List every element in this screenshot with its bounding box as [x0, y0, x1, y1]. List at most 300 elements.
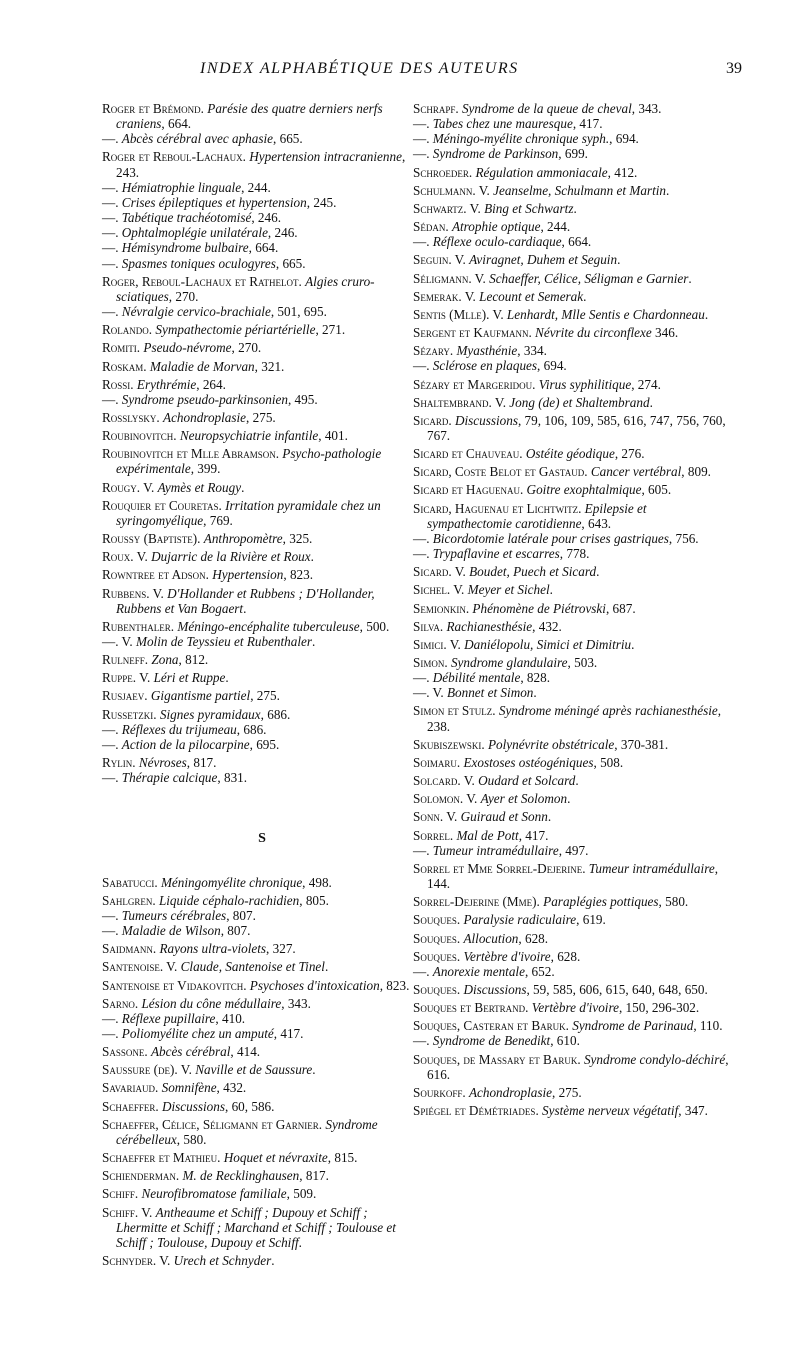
entry-author: Sicard.	[413, 564, 452, 580]
entry-title: Gigantisme partiel	[150, 688, 251, 704]
entry-author: Soimaru.	[413, 754, 461, 770]
entry-author: Roubinovitch.	[102, 428, 177, 444]
entry-title: Léri et Ruppe	[153, 670, 226, 686]
index-entry	[413, 601, 733, 616]
entry-pages: , 616.	[427, 1051, 729, 1082]
index-entry	[413, 755, 733, 770]
entry-connector: V.	[138, 1204, 156, 1220]
index-entry	[102, 959, 422, 974]
page-header	[100, 60, 742, 84]
index-entry	[413, 325, 733, 340]
entry-author: Santenoise et Vidakovitch.	[102, 977, 247, 993]
index-entry	[102, 149, 422, 179]
entry-pages: , 497.	[558, 842, 589, 858]
entry-title: Liquide céphalo-rachidien	[158, 892, 300, 908]
entry-title: Méningomyélite chronique	[160, 874, 303, 890]
entry-pages: 346.	[651, 325, 679, 341]
entry-author: —.	[413, 234, 430, 250]
index-entry	[413, 289, 733, 304]
entry-pages: , 508.	[593, 754, 624, 770]
entry-author: Sézary.	[413, 343, 454, 359]
entry-title: Poliomyélite chez un amputé	[121, 1025, 274, 1041]
entry-title: Tumeur intramédullaire	[432, 842, 559, 858]
entry-title: Allocution	[463, 930, 519, 946]
entry-author: —.	[413, 963, 430, 979]
entry-pages: , 687.	[605, 600, 636, 616]
index-entry	[413, 252, 733, 267]
entry-author: Souques et Bertrand.	[413, 1000, 529, 1016]
entry-author: Roger, Reboul-Lachaux et Rathelot.	[102, 273, 302, 289]
entry-title: Antheaume et Schiff ; Dupouy et Schiff ; Lhermitte et Schiff ; Marchand et Schiff ; Toulouse et Schiff ; Toulouse, Dupouy et Schiff	[116, 1204, 396, 1250]
entry-title: Oudard et Solcard	[478, 773, 576, 789]
index-entry	[413, 861, 733, 891]
entry-pages: , 245.	[306, 194, 337, 210]
entry-title: Névrite du circonflexe	[535, 325, 652, 341]
index-entry	[413, 1052, 733, 1082]
entry-pages: , 246.	[267, 225, 298, 241]
index-entry	[102, 923, 422, 938]
entry-pages: , 686.	[260, 706, 291, 722]
entry-author: Rossi.	[102, 376, 134, 392]
entry-connector: V.	[118, 634, 136, 649]
entry-pages: , 643.	[581, 515, 612, 531]
index-entry	[102, 225, 422, 240]
entry-author: —.	[102, 736, 119, 752]
entry-title: Syndrome de la queue de cheval	[461, 101, 632, 116]
entry-author: —.	[413, 116, 430, 132]
entry-title: Irritation pyramidale chez un syringomyélique	[116, 497, 381, 528]
index-entry	[102, 322, 422, 337]
entry-connector: V.	[451, 564, 470, 580]
entry-author: Sentis (Mlle).	[413, 306, 490, 322]
entry-pages: .	[688, 270, 692, 286]
entry-title: Bicordotomie latérale pour crises gastriques	[432, 530, 669, 546]
entry-pages: , 665.	[275, 255, 306, 271]
entry-title: Naville et de Saussure	[195, 1062, 313, 1078]
entry-connector: V.	[156, 1253, 174, 1268]
entry-author: Schaeffer.	[102, 1098, 159, 1114]
entry-pages: , 432.	[532, 618, 562, 634]
index-entry	[102, 1253, 422, 1268]
entry-pages: .	[312, 634, 316, 649]
entry-pages: , 699.	[558, 146, 588, 162]
index-entry	[102, 274, 422, 304]
entry-author: Saidmann.	[102, 941, 157, 957]
index-entry	[413, 564, 733, 579]
entry-connector: V.	[177, 1062, 196, 1078]
entry-title: D'Hollander et Rubbens ; D'Hollander, Rubbens et Van Bogaert	[116, 585, 375, 616]
entry-pages: , 417.	[572, 116, 603, 132]
index-entry	[413, 1085, 733, 1100]
entry-title: Spasmes toniques oculogyres	[121, 255, 276, 271]
entry-title: Discussions	[463, 981, 527, 997]
entry-author: Semerak.	[413, 288, 462, 304]
entry-pages: , 270.	[231, 340, 262, 356]
index-entry	[102, 377, 422, 392]
entry-title: Syndrome cérébelleux	[116, 1116, 378, 1147]
entry-pages: , 498.	[302, 874, 332, 890]
entry-pages: , 347.	[678, 1103, 708, 1119]
entry-pages: .	[704, 306, 709, 322]
entry-pages: , 778.	[559, 546, 590, 562]
entry-pages: , 343.	[281, 995, 311, 1011]
index-entry	[102, 875, 422, 890]
entry-author: Schaeffer et Mathieu.	[102, 1150, 221, 1166]
entry-author: Roskam.	[102, 358, 147, 374]
index-entry	[413, 828, 733, 843]
index-entry	[102, 670, 422, 685]
index-entry	[413, 307, 733, 322]
index-entry	[413, 146, 733, 161]
entry-pages: , 500.	[359, 618, 390, 634]
entry-pages: , 769.	[203, 512, 233, 528]
entry-title: Ostéite géodique	[525, 446, 615, 462]
entry-pages: , 828.	[520, 670, 550, 686]
entry-author: —.	[413, 670, 430, 686]
index-entry	[102, 549, 422, 564]
entry-title: Cancer vertébral	[590, 464, 682, 480]
index-entry	[413, 982, 733, 997]
entry-pages: , 432.	[216, 1080, 247, 1096]
entry-title: Syndrome de Parinaud	[572, 1018, 694, 1034]
entry-author: —.	[413, 842, 430, 858]
index-entry	[413, 446, 733, 461]
entry-author: —.	[102, 194, 119, 210]
entry-author: —.	[413, 685, 430, 701]
entry-pages: , 410.	[215, 1010, 246, 1026]
entry-title: Signes pyramidaux	[159, 706, 261, 722]
index-entry	[413, 482, 733, 497]
entry-title: Syndrome glandulaire	[450, 655, 568, 670]
index-entry	[413, 219, 733, 234]
entry-author: —.	[102, 304, 119, 320]
index-entry	[102, 1044, 422, 1059]
index-entry	[413, 395, 733, 410]
entry-title: Lésion du cône médullaire	[141, 995, 282, 1011]
entry-title: Système nerveux végétatif	[542, 1103, 679, 1119]
entry-pages: , 59, 585, 606, 615, 640, 648, 650.	[526, 981, 708, 997]
index-entry	[413, 131, 733, 146]
index-entry	[413, 358, 733, 373]
index-entry	[102, 1011, 422, 1026]
index-entry	[102, 101, 422, 131]
index-entry	[102, 1062, 422, 1077]
left-column	[102, 98, 422, 1268]
entry-author: Rouquier et Couretas.	[102, 497, 222, 513]
entry-pages: , 414.	[230, 1044, 261, 1060]
entry-title: Paraplégies pottiques	[543, 894, 659, 910]
entry-title: Urech et Schnyder	[173, 1253, 272, 1268]
index-entry	[413, 1033, 733, 1048]
entry-title: Zona	[151, 652, 179, 668]
entry-author: —.	[413, 146, 430, 162]
index-entry	[413, 685, 733, 700]
entry-author: Rubenthaler.	[102, 618, 175, 634]
entry-title: Hémisyndrome bulbaire	[121, 240, 249, 256]
right-entries-s	[413, 101, 733, 1118]
index-entry	[102, 586, 422, 616]
entry-author: —.	[102, 179, 119, 195]
entry-author: Sorrel-Dejerine (Mme).	[413, 894, 540, 910]
entry-pages: .	[547, 809, 552, 825]
entry-pages: .	[596, 564, 600, 580]
entry-pages: , 815.	[327, 1150, 358, 1166]
entry-title: Achondroplasie	[163, 409, 247, 425]
entry-author: Sahlgren.	[102, 892, 156, 908]
entry-author: Sichel.	[413, 582, 451, 598]
entry-title: Syndrome de Parkinson	[432, 146, 559, 162]
entry-author: Schienderman.	[102, 1168, 180, 1184]
entry-title: Boudet, Puech et Sicard	[469, 564, 597, 580]
entry-author: Sézary et Margeridou.	[413, 376, 536, 392]
entry-pages: , 417.	[518, 827, 549, 843]
entry-author: Rolando.	[102, 322, 153, 338]
index-entry	[413, 894, 733, 909]
entry-author: —.	[413, 1033, 430, 1049]
entry-connector: V.	[466, 200, 485, 216]
entry-connector: V.	[450, 582, 468, 598]
entry-pages: .	[243, 600, 247, 616]
entry-author: —.	[413, 131, 430, 147]
entry-title: Aymès et Rougy	[157, 479, 242, 495]
entry-author: —.	[413, 530, 430, 546]
index-entry	[102, 755, 422, 770]
entry-pages: , 686.	[236, 721, 267, 737]
entry-pages: , 110.	[693, 1018, 723, 1034]
entry-title: Syndrome méningé après rachianesthésie	[498, 703, 718, 719]
index-entry	[102, 707, 422, 722]
index-entry	[413, 271, 733, 286]
index-entry	[102, 256, 422, 271]
index-entry	[413, 964, 733, 979]
entry-author: —.	[413, 546, 430, 562]
index-entry	[102, 410, 422, 425]
entry-pages: .	[324, 959, 329, 975]
entry-pages: .	[617, 252, 621, 268]
index-entry	[102, 1117, 422, 1147]
entry-connector: V.	[133, 549, 152, 565]
index-entry	[102, 480, 422, 495]
entry-author: Roger et Brémond.	[102, 101, 204, 116]
entry-title: Rayons ultra-violets	[159, 941, 267, 957]
entry-pages: .	[567, 791, 571, 807]
entry-author: Rulneff.	[102, 652, 149, 668]
entry-pages: , 664.	[561, 234, 592, 250]
entry-author: Sorrel.	[413, 827, 454, 843]
entry-pages: , 276.	[614, 446, 645, 462]
index-entry	[102, 652, 422, 667]
entry-author: Simon et Stulz.	[413, 703, 496, 719]
index-entry	[413, 931, 733, 946]
entry-connector: V.	[475, 182, 494, 198]
entry-title: Régulation ammoniacale	[475, 164, 608, 180]
entry-author: Rowntree et Adson.	[102, 567, 209, 583]
entry-title: Somnifène	[161, 1080, 217, 1096]
entry-author: Solomon.	[413, 791, 464, 807]
entry-title: Tabétique trachéotomisé	[121, 210, 252, 226]
entry-pages: , 831.	[217, 770, 248, 786]
index-entry	[102, 498, 422, 528]
entry-pages: , 503.	[567, 655, 598, 670]
left-entries-r	[102, 101, 422, 785]
index-entry	[413, 1103, 733, 1118]
entry-title: Anorexie mentale	[432, 963, 525, 979]
entry-title: Parésie des quatre derniers nerfs craniens	[116, 101, 383, 132]
entry-title: Hypertension intracranienne	[249, 149, 402, 165]
entry-title: Vertèbre d'ivoire	[463, 948, 551, 964]
entry-title: Réflexes du trijumeau	[121, 721, 237, 737]
entry-author: Sicard et Chauveau.	[413, 446, 523, 462]
index-entry	[102, 359, 422, 374]
entry-title: Trypaflavine et escarres	[432, 546, 560, 562]
entry-title: Syndrome de Benedikt	[432, 1033, 551, 1049]
entry-connector: V.	[463, 791, 481, 807]
entry-pages: .	[573, 200, 577, 216]
entry-pages: , 509.	[286, 1186, 317, 1202]
entry-pages: .	[225, 670, 229, 686]
entry-pages: , 580.	[658, 894, 689, 910]
entry-title: Tumeurs cérébrales	[121, 907, 227, 923]
index-entry	[102, 941, 422, 956]
entry-author: Savariaud.	[102, 1080, 159, 1096]
entry-pages: , 807.	[220, 923, 251, 939]
index-entry	[413, 501, 733, 531]
entry-title: Jeanselme, Schulmann et Martin	[493, 182, 666, 198]
entry-author: Spiégel et Démétriades.	[413, 1103, 539, 1119]
entry-pages: , 694.	[609, 131, 639, 147]
entry-title: Exostoses ostéogéniques	[463, 754, 594, 770]
entry-title: Anthropomètre	[203, 531, 283, 547]
index-entry	[413, 737, 733, 752]
right-column	[413, 98, 733, 1118]
index-entry	[102, 770, 422, 785]
entry-title: Crises épileptiques et hypertension	[121, 194, 307, 210]
entry-connector: V.	[451, 252, 470, 268]
entry-author: —.	[102, 923, 119, 939]
entry-author: Sonn.	[413, 809, 444, 825]
entry-author: Sicard, Coste Belot et Gastaud.	[413, 464, 588, 480]
entry-title: Abcès cérébral avec aphasie	[121, 131, 274, 147]
running-title: INDEX ALPHABÉTIQUE DES AUTEURS	[200, 60, 519, 77]
entry-author: Saussure (de).	[102, 1062, 178, 1078]
index-entry	[413, 413, 733, 443]
entry-author: Souques, Casteran et Baruk.	[413, 1018, 569, 1034]
entry-pages: , 756.	[668, 530, 699, 546]
index-entry	[102, 908, 422, 923]
entry-author: —.	[102, 1025, 119, 1041]
entry-author: Simici.	[413, 636, 447, 652]
entry-author: Sarno.	[102, 995, 139, 1011]
entry-pages: , 694.	[537, 358, 567, 374]
entry-author: —.	[413, 358, 430, 374]
index-entry	[413, 655, 733, 670]
entry-title: Réflexe oculo-cardiaque	[432, 234, 562, 250]
entry-connector: V.	[471, 270, 490, 286]
entry-author: Skubiszewski.	[413, 736, 485, 752]
entry-author: Souques.	[413, 981, 461, 997]
index-entry	[102, 180, 422, 195]
index-entry	[413, 234, 733, 249]
entry-pages: , 274.	[631, 376, 661, 392]
index-entry	[102, 737, 422, 752]
entry-pages: , 695.	[249, 736, 280, 752]
entry-author: Souques.	[413, 930, 461, 946]
entry-title: Atrophie optique	[451, 219, 541, 235]
entry-author: —.	[102, 1010, 119, 1026]
index-entry	[413, 101, 733, 116]
entry-pages: , 244.	[540, 219, 571, 235]
entry-author: Sicard et Haguenau.	[413, 482, 524, 498]
entry-connector: V.	[443, 809, 461, 825]
entry-title: Guiraud et Sonn	[460, 809, 548, 825]
entry-pages: , 144.	[427, 860, 718, 892]
index-entry	[413, 116, 733, 131]
entry-pages: .	[583, 288, 587, 304]
index-entry	[102, 131, 422, 146]
index-entry	[102, 428, 422, 443]
entry-title: Epilepsie et sympathectomie carotidienne	[427, 500, 647, 531]
index-entry	[413, 377, 733, 392]
index-entry	[102, 1168, 422, 1183]
index-entry	[102, 1150, 422, 1165]
index-entry	[102, 567, 422, 582]
entry-pages: , 664.	[161, 116, 192, 132]
entry-pages: , 812.	[178, 652, 209, 668]
entry-title: Ayer et Solomon	[480, 791, 568, 807]
entry-author: Schulmann.	[413, 182, 476, 198]
entry-pages: , 334.	[517, 343, 547, 359]
entry-pages: , 823.	[379, 977, 410, 993]
index-entry	[413, 582, 733, 597]
entry-pages: , 817.	[186, 755, 217, 771]
entry-author: Schiff.	[102, 1186, 139, 1202]
entry-author: Schwartz.	[413, 200, 467, 216]
index-entry	[102, 619, 422, 634]
entry-author: Rosslysky.	[102, 409, 160, 425]
entry-pages: , 817.	[299, 1168, 329, 1184]
entry-title: Abcès cérébral	[150, 1044, 231, 1060]
entry-author: Romiti.	[102, 340, 141, 356]
entry-author: Simon.	[413, 655, 448, 670]
entry-connector: V.	[140, 479, 158, 495]
entry-pages: , 325.	[282, 531, 313, 547]
entry-title: Dujarric de la Rivière et Roux	[151, 549, 311, 565]
entry-author: Roux.	[102, 549, 134, 565]
entry-pages: , 417.	[273, 1025, 304, 1041]
entry-author: Shaltembrand.	[413, 394, 492, 410]
index-entry	[102, 1080, 422, 1095]
entry-pages: , 501, 695.	[270, 304, 327, 320]
entry-pages: , 807.	[226, 907, 256, 923]
entry-author: Sédan.	[413, 219, 449, 235]
entry-author: Solcard.	[413, 773, 461, 789]
entry-author: Séligmann.	[413, 270, 472, 286]
entry-title: Méningo-encéphalite tuberculeuse	[177, 618, 360, 634]
index-entry	[413, 165, 733, 180]
index-entry	[413, 343, 733, 358]
entry-author: Rylin.	[102, 755, 136, 771]
entry-connector: V.	[491, 394, 510, 410]
entry-title: Tumeur intramédullaire	[588, 860, 715, 876]
entry-pages: , 60, 586.	[224, 1098, 275, 1114]
entry-pages: , 823.	[283, 567, 314, 583]
index-entry	[413, 809, 733, 824]
entry-author: Silva.	[413, 618, 444, 634]
index-entry	[413, 531, 733, 546]
entry-title: Aviragnet, Duhem et Seguin	[469, 252, 618, 268]
entry-author: Sabatucci.	[102, 874, 158, 890]
entry-pages: , 270.	[168, 288, 199, 304]
